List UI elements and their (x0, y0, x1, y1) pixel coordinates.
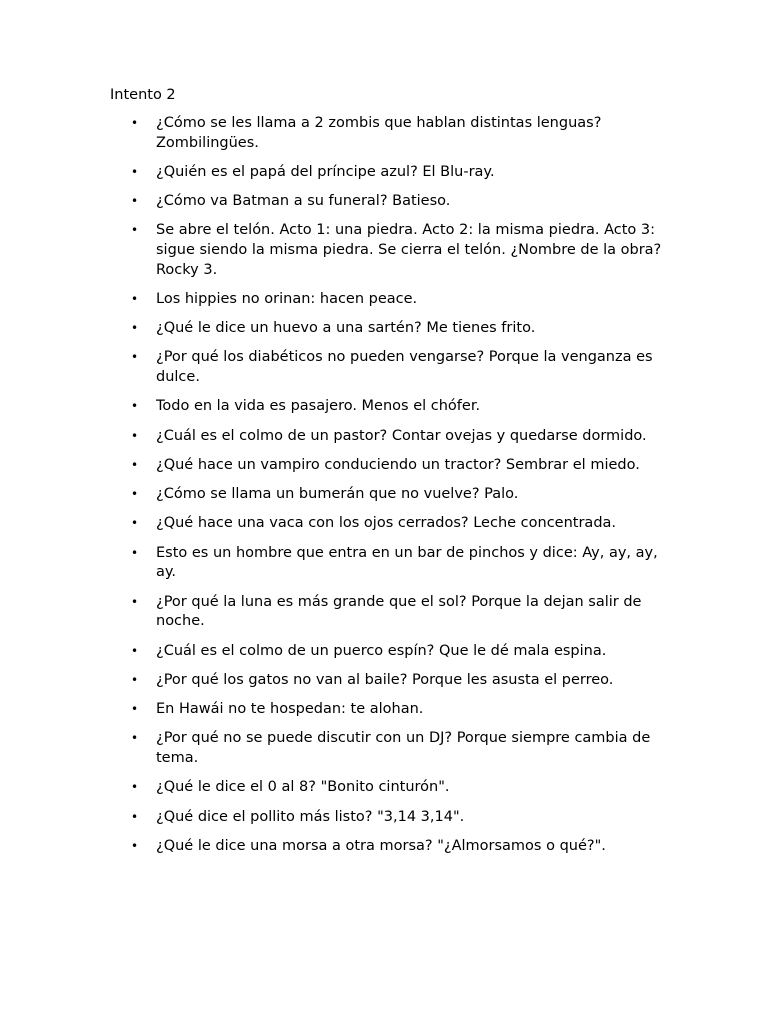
bullet-icon: • (131, 672, 139, 687)
joke-list (110, 114, 670, 866)
joke-text: Esto es un hombre que entra en un bar de pinchos y dice: Ay, ay, ay, ay. (156, 544, 658, 581)
list-item (110, 729, 670, 768)
list-item (110, 485, 670, 505)
bullet-icon: • (131, 545, 139, 560)
joke-text: ¿Qué le dice el 0 al 8? "Bonito cinturón". (156, 779, 450, 796)
bullet-icon: • (131, 321, 139, 336)
joke-text: ¿Qué hace un vampiro conduciendo un tractor? Sembrar el miedo. (156, 456, 640, 473)
bullet-icon: • (131, 428, 139, 443)
bullet-icon: • (131, 223, 139, 238)
list-item (110, 700, 670, 720)
joke-text: ¿Por qué la luna es más grande que el sol? Porque la dejan salir de noche. (156, 593, 642, 630)
bullet-icon: • (131, 594, 139, 609)
joke-text: Todo en la vida es pasajero. Menos el chófer. (156, 398, 481, 415)
joke-text: ¿Por qué los diabéticos no pueden vengarse? Porque la venganza es dulce. (156, 349, 653, 386)
joke-text: ¿Por qué no se puede discutir con un DJ? Porque siempre cambia de tema. (156, 730, 651, 766)
list-item (110, 778, 670, 798)
list-item (110, 348, 670, 387)
document-title: Intento 2 (110, 87, 176, 103)
list-item (110, 837, 670, 857)
joke-text: ¿Qué le dice un huevo a una sartén? Me tienes frito. (156, 320, 536, 337)
list-item (110, 114, 670, 153)
joke-text: ¿Cuál es el colmo de un pastor? Contar ovejas y quedarse dormido. (156, 427, 647, 444)
joke-text: En Hawái no te hospedan: te alohan. (156, 701, 424, 718)
list-item (110, 456, 670, 476)
list-item (110, 192, 670, 212)
joke-text: ¿Cómo se les llama a 2 zombis que hablan distintas lenguas? Zombilingües. (156, 115, 602, 151)
bullet-icon: • (131, 516, 139, 531)
joke-text: Se abre el telón. Acto 1: una piedra. Acto 2: la misma piedra. Acto 3: sigue siendo la misma piedra. Se cierra el telón. ¿Nombre de la obra? Rocky 3. (156, 222, 662, 278)
bullet-icon: • (131, 731, 139, 746)
list-item (110, 514, 670, 534)
list-item (110, 593, 670, 632)
bullet-icon: • (131, 194, 139, 209)
joke-text: ¿Qué hace una vaca con los ojos cerrados? Leche concentrada. (156, 515, 617, 532)
bullet-icon: • (131, 809, 139, 824)
joke-text: ¿Cómo se llama un bumerán que no vuelve? Palo. (156, 486, 519, 503)
list-item (110, 642, 670, 662)
joke-text: ¿Quién es el papá del príncipe azul? El Blu-ray. (156, 163, 495, 180)
bullet-icon: • (131, 350, 139, 365)
list-item (110, 290, 670, 310)
list-item (110, 319, 670, 339)
bullet-icon: • (131, 164, 139, 179)
list-item (110, 427, 670, 447)
joke-text: Los hippies no orinan: hacen peace. (156, 290, 418, 307)
list-item (110, 808, 670, 828)
bullet-icon: • (131, 116, 139, 130)
bullet-icon: • (131, 838, 139, 853)
bullet-icon: • (131, 780, 139, 795)
bullet-icon: • (131, 399, 139, 414)
list-item (110, 163, 670, 183)
joke-text: ¿Por qué los gatos no van al baile? Porque les asusta el perreo. (156, 671, 614, 688)
list-item (110, 544, 670, 583)
bullet-icon: • (131, 702, 139, 717)
bullet-icon: • (131, 643, 139, 658)
list-item (110, 397, 670, 417)
bullet-icon: • (131, 487, 139, 502)
list-item (110, 671, 670, 691)
joke-text: ¿Qué le dice una morsa a otra morsa? "¿Almorsamos o qué?". (156, 837, 606, 854)
list-item (110, 221, 670, 280)
joke-text: ¿Cuál es el colmo de un puerco espín? Que le dé mala espina. (156, 642, 607, 659)
bullet-icon: • (131, 291, 139, 306)
joke-text: ¿Qué dice el pollito más listo? "3,14 3,14". (156, 808, 465, 825)
joke-text: ¿Cómo va Batman a su funeral? Batieso. (156, 193, 451, 210)
bullet-icon: • (131, 457, 139, 472)
